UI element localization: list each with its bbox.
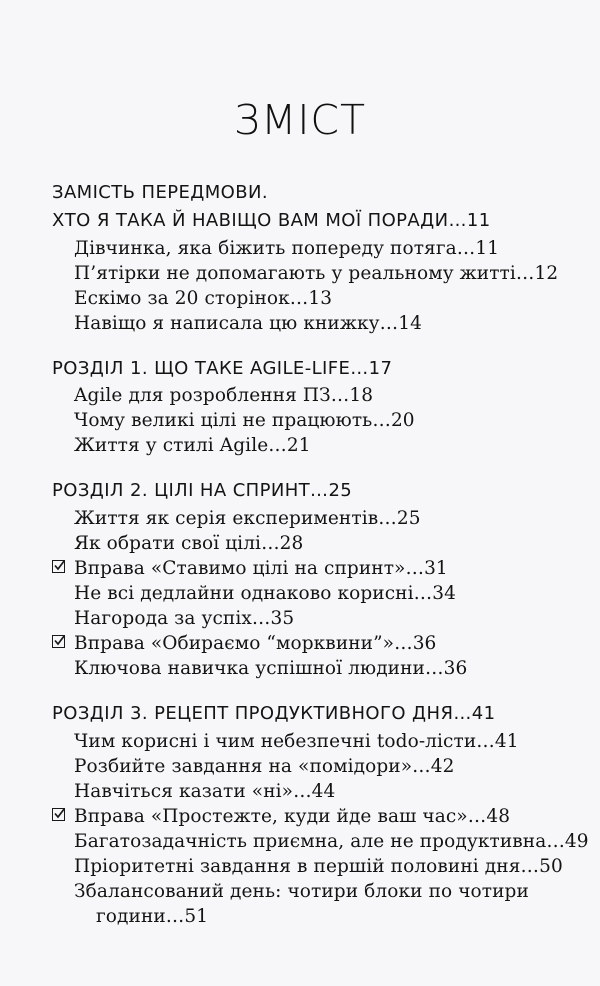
toc-entry[interactable]: Пріоритетні завдання в першій половині дня…50 [74, 856, 563, 877]
toc-entry[interactable]: Чому великі цілі не працюють…20 [74, 410, 415, 431]
toc-entry[interactable]: Чим корисні і чим небезпечні todo-лісти…41 [74, 731, 519, 752]
checkbox-icon [52, 560, 65, 573]
toc-entry-continuation: години…51 [96, 906, 209, 927]
toc-chapter-3-title[interactable]: РОЗДІЛ 3. РЕЦЕПТ ПРОДУКТИВНОГО ДНЯ…41 [52, 703, 496, 724]
toc-entry[interactable]: Збалансований день: чотири блоки по чотири [74, 881, 529, 902]
toc-entry[interactable]: Agile для розроблення ПЗ…18 [74, 385, 374, 406]
page-title: ЗМІСТ [233, 96, 367, 144]
toc-entry[interactable]: Як обрати свої цілі…28 [74, 533, 304, 554]
toc-entry[interactable]: П’ятірки не допомагають у реальному житті…12 [74, 263, 559, 284]
toc-entry[interactable]: Навчіться казати «ні»…44 [74, 781, 336, 802]
toc-exercise-entry[interactable]: Вправа «Обираємо “морквини”»…36 [74, 633, 437, 654]
toc-entry[interactable]: Дівчинка, яка біжить попереду потяга…11 [74, 238, 500, 259]
checkbox-icon [52, 808, 65, 821]
toc-intro-title-line1[interactable]: ЗАМІСТЬ ПЕРЕДМОВИ. [52, 182, 268, 203]
toc-entry[interactable]: Розбийте завдання на «помідори»…42 [74, 756, 455, 777]
toc-entry[interactable]: Багатозадачність приємна, але не продуктивна…49 [74, 831, 589, 852]
toc-chapter-2-title[interactable]: РОЗДІЛ 2. ЦІЛІ НА СПРИНТ…25 [52, 480, 353, 501]
toc-intro-title-line2[interactable]: ХТО Я ТАКА Й НАВІЩО ВАМ МОЇ ПОРАДИ…11 [52, 210, 491, 231]
checkbox-icon [52, 635, 65, 648]
toc-entry[interactable]: Ескімо за 20 сторінок…13 [74, 288, 333, 309]
toc-chapter-1-title[interactable]: РОЗДІЛ 1. ЩО ТАКЕ AGILE-LIFE…17 [52, 358, 393, 379]
toc-entry[interactable]: Не всі дедлайни однаково корисні…34 [74, 583, 456, 604]
toc-entry[interactable]: Життя у стилі Agile…21 [74, 435, 311, 456]
toc-entry[interactable]: Нагорода за успіх…35 [74, 608, 295, 629]
toc-exercise-entry[interactable]: Вправа «Ставимо цілі на спринт»…31 [74, 558, 448, 579]
toc-entry[interactable]: Життя як серія експериментів…25 [74, 508, 421, 529]
toc-entry[interactable]: Навіщо я написала цю книжку…14 [74, 313, 422, 334]
toc-exercise-entry[interactable]: Вправа «Простежте, куди йде ваш час»…48 [74, 806, 511, 827]
toc-entry[interactable]: Ключова навичка успішної людини…36 [74, 658, 468, 679]
